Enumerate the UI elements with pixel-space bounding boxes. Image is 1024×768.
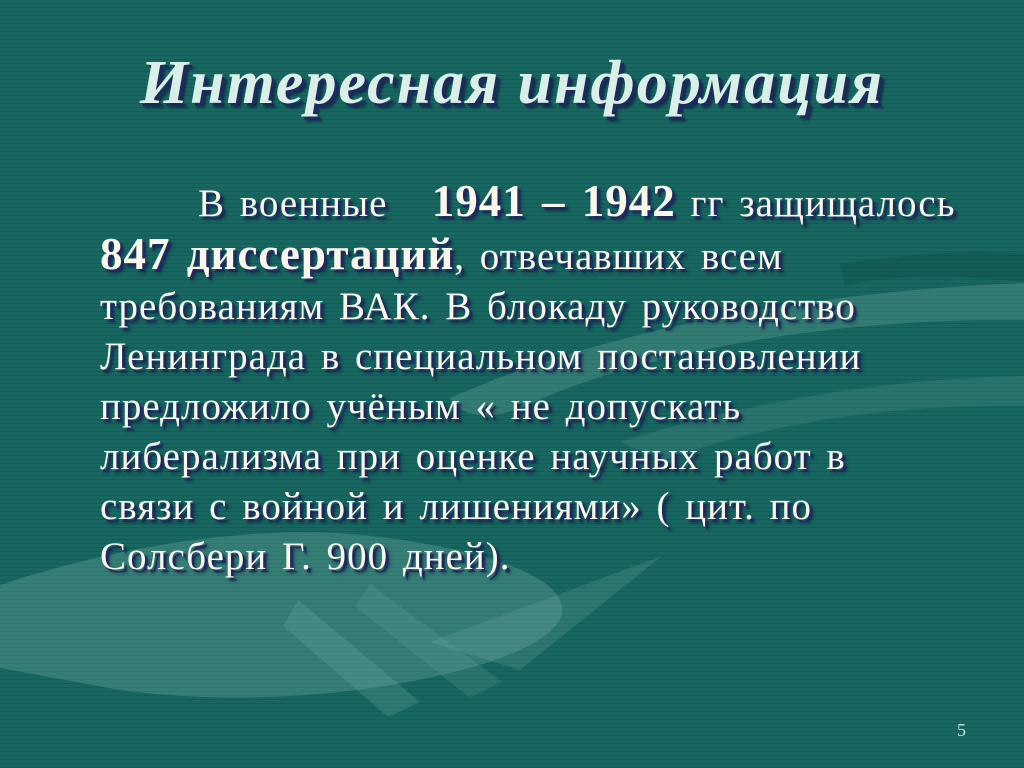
body-line xyxy=(100,432,948,482)
body-text-segment: Ленинграда в специальном постановлении xyxy=(100,335,862,378)
body-line xyxy=(100,332,948,382)
body-line xyxy=(100,382,948,432)
body-line xyxy=(100,229,948,282)
body-text-segment: требованиям ВАК. В блокаду руководство xyxy=(100,285,856,328)
page-number: 5 xyxy=(957,720,966,740)
body-text-segment: гг защищалось xyxy=(675,182,956,225)
body-line xyxy=(100,176,956,229)
swoosh-shape xyxy=(283,600,420,717)
slide-title: Интересная информация xyxy=(139,49,885,117)
body-text-segment: 1941 – 1942 xyxy=(431,176,676,226)
body-text-segment: Солсбери Г. 900 дней). xyxy=(100,535,511,578)
body-text-segment: связи с войной и лишениями» ( цит. по xyxy=(100,485,812,528)
body-text-segment: предложило учёным « не допускать xyxy=(100,385,742,428)
body-text-block xyxy=(100,176,956,582)
body-text-segment: В военные xyxy=(198,182,432,225)
body-text-segment: либерализма при оценке научных работ в xyxy=(100,435,846,478)
body-line xyxy=(100,532,948,582)
body-text-segment: , отвечавших всем xyxy=(454,235,783,278)
body-text-segment: 847 диссертаций xyxy=(100,229,455,279)
body-line xyxy=(100,482,948,532)
swoosh-shape xyxy=(355,584,502,698)
body-line xyxy=(100,282,948,332)
